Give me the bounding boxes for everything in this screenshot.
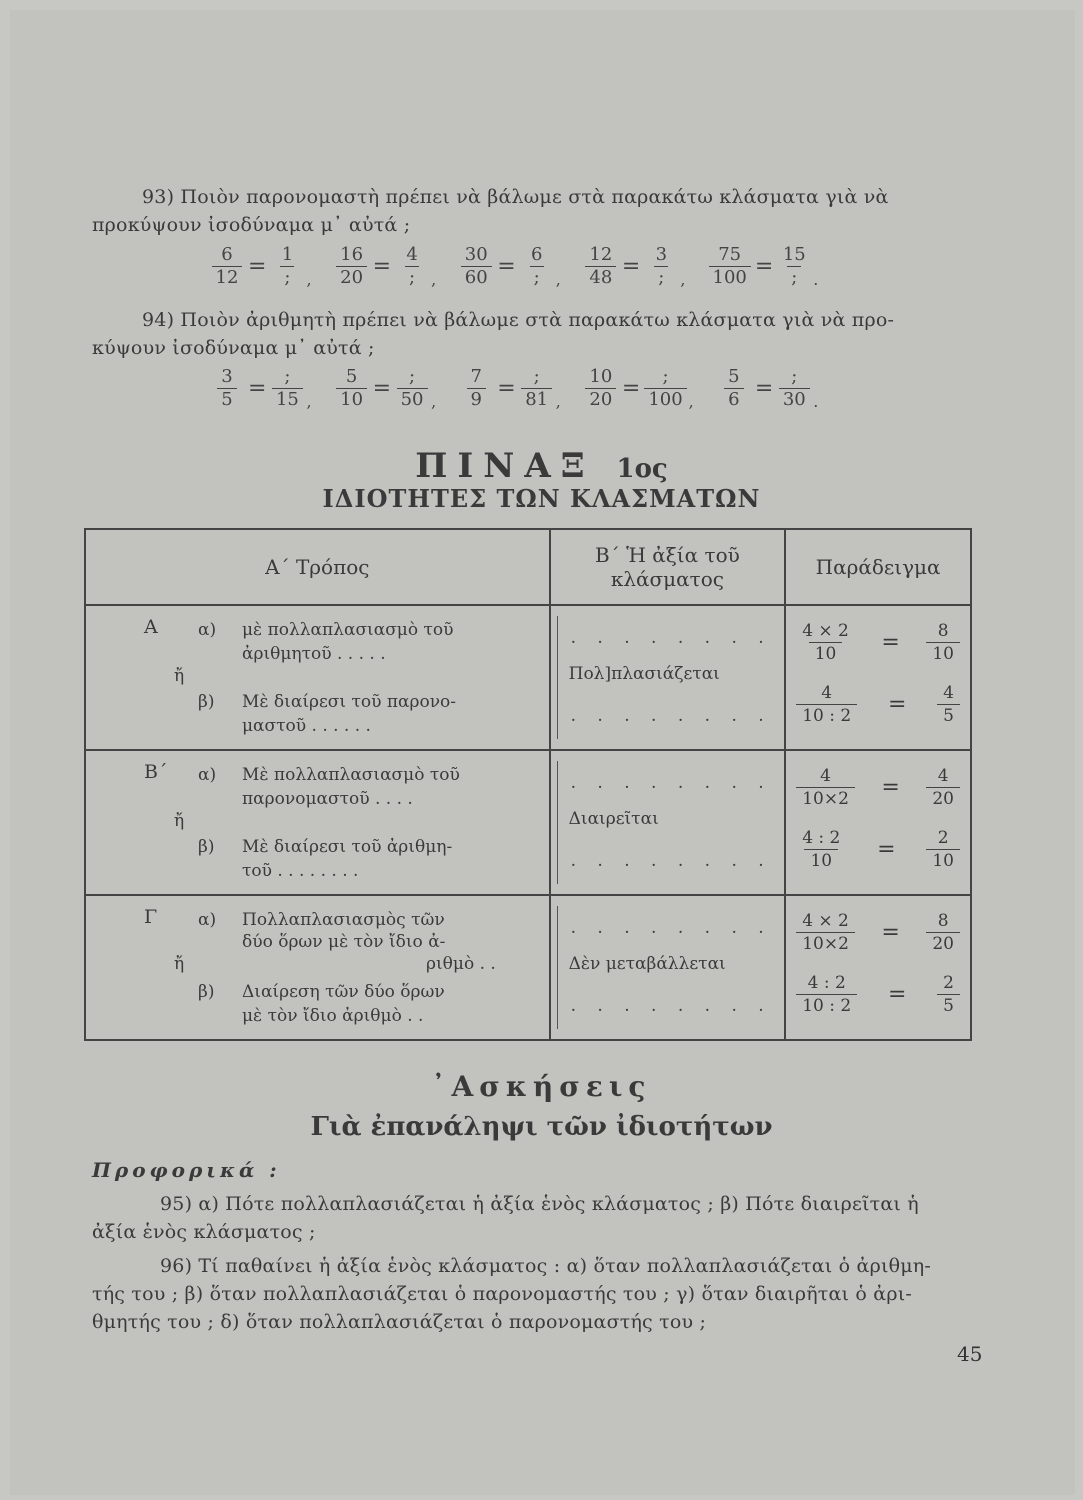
value-text: Διαιρεῖται — [568, 809, 659, 829]
fraction: $\frac{3}{5}$ — [210, 366, 244, 411]
example-equation: $\frac{4 \times 2}{10}$ = $\frac{8}{10}$ — [786, 620, 970, 665]
ex94-line1: 94) Ποιὸν ἀριθμητὴ πρέπει νὰ βάλωμε στὰ παρακάτω κλάσματα γιὰ νὰ προ- — [142, 309, 895, 331]
option-label: β) — [198, 982, 215, 1002]
method-cell — [85, 895, 550, 1040]
method-text: Πολλαπλασιασμὸς τῶν — [242, 910, 445, 930]
fraction: $\frac{5}{10}$ — [335, 366, 369, 411]
example-cell — [785, 605, 971, 750]
dots: . . . . . . . . — [570, 706, 772, 726]
method-text: τοῦ . . . . . . . . — [242, 861, 359, 881]
ex93-line2: προκύψουν ἰσοδύναμα μ᾽ αὐτά ; — [92, 214, 411, 236]
dots: . . . . . . . . — [570, 918, 772, 938]
table-row — [85, 605, 971, 750]
value-cell — [550, 605, 786, 750]
option-label: α) — [198, 620, 217, 640]
fraction: $\frac{;}{30}$ — [777, 366, 811, 411]
or-label: ἤ — [174, 666, 185, 686]
or-label: ἤ — [174, 811, 185, 831]
fraction: $\frac{3}{;}$ — [655, 244, 668, 288]
method-text: Μὲ πολλαπλασιασμὸ τοῦ — [242, 765, 460, 785]
fraction: $\frac{6}{;}$ — [530, 244, 543, 288]
dots: . . . . . . . . — [570, 996, 772, 1016]
option-label: β) — [198, 692, 215, 712]
properties-table — [84, 528, 972, 1041]
page-number: 45 — [957, 1342, 983, 1366]
method-text: Μὲ διαίρεσι τοῦ ἀριθμη- — [242, 837, 453, 857]
section-subtitle: Γιὰ ἐπανάληψι τῶν ἰδιοτήτων — [310, 1112, 773, 1142]
fraction: $\frac{16}{20}$ — [335, 244, 369, 289]
table-title-ordinal: 1ος — [616, 454, 668, 484]
ex93-line1: 93) Ποιὸν παρονομαστὴ πρέπει νὰ βάλωμε στὰ παρακάτω κλάσματα γιὰ νὰ — [142, 186, 889, 208]
example-equation: $\frac{4}{10 : 2}$ = $\frac{4}{5}$ — [786, 682, 970, 727]
ex96-line1: 96) Τί παθαίνει ἡ ἀξία ἑνὸς κλάσματος : α) ὅταν πολλαπλασιάζεται ὁ ἀριθμη- — [160, 1255, 931, 1277]
method-cell — [85, 605, 550, 750]
example-equation: $\frac{4}{10\times 2}$ = $\frac{4}{20}$ — [786, 765, 970, 810]
fraction: $\frac{4}{;}$ — [406, 244, 418, 288]
fraction: $\frac{1}{;}$ — [281, 244, 294, 288]
ex95-line1: 95) α) Πότε πολλαπλασιάζεται ἡ ἀξία ἑνὸς κλάσματος ; β) Πότε διαιρεῖται ἡ — [160, 1193, 919, 1215]
fraction: $\frac{15}{;}$ — [782, 244, 806, 288]
row-letter: Α — [144, 616, 158, 638]
ex96-line3: θμητής του ; δ) ὅταν πολλαπλασιάζεται ὁ παρονομαστής του ; — [92, 1311, 707, 1333]
method-text: παρονομαστοῦ . . . . — [242, 789, 413, 809]
table-subtitle: ΙΔΙΟΤΗΤΕΣ ΤΩΝ ΚΛΑΣΜΑΤΩΝ — [322, 484, 761, 513]
or-label: ἤ — [174, 954, 185, 974]
value-text: Πολ]πλασιάζεται — [568, 664, 720, 684]
example-cell — [785, 750, 971, 895]
option-label: α) — [198, 910, 217, 930]
option-label: α) — [198, 765, 217, 785]
ex95-line2: ἀξία ἑνὸς κλάσματος ; — [92, 1221, 316, 1243]
fraction: $\frac{;}{15}$ — [270, 366, 304, 411]
method-text: ριθμὸ . . — [426, 954, 496, 974]
ex93-fractions: $\frac{6}{12}$ = $\frac{1}{;}$ , $\frac{16}{20}$ = $\frac{4}{;}$ , $\frac{30}{60}$ = $\frac{6}{;}$ , $\frac{12}{48}$ = $\frac{3}{;}$ , $\frac{75}{100}$ = $\frac{15}{;}$ . — [210, 244, 836, 289]
row-letter: Γ — [144, 906, 158, 928]
method-text: Διαίρεση τῶν δύο ὅρων — [242, 982, 445, 1002]
example-cell — [785, 895, 971, 1040]
value-cell — [550, 895, 786, 1040]
fraction: $\frac{30}{60}$ — [459, 244, 493, 289]
brace — [557, 616, 564, 739]
brace — [557, 906, 564, 1029]
fraction: $\frac{;}{81}$ — [520, 366, 554, 411]
fraction: $\frac{;}{100}$ — [644, 366, 686, 411]
section-title: ᾿Ασκήσεις — [431, 1070, 652, 1103]
ex96-line2: τής του ; β) ὅταν πολλαπλασιάζεται ὁ παρονομαστής του ; γ) ὅταν διαιρῆται ὁ ἀρι- — [92, 1283, 912, 1305]
table-header-row — [85, 529, 971, 605]
method-text: δύο ὅρων μὲ τὸν ἴδιο ἀ- — [242, 932, 446, 952]
method-cell — [85, 750, 550, 895]
method-text: Μὲ διαίρεσι τοῦ παρονο- — [242, 692, 457, 712]
dots: . . . . . . . . — [570, 773, 772, 793]
oral-label: Προφορικά : — [92, 1158, 281, 1182]
method-text: μαστοῦ . . . . . . — [242, 716, 371, 736]
header-method: Α΄ Τρόπος — [85, 529, 550, 605]
method-text: μὲ πολλαπλασιασμὸ τοῦ — [242, 620, 454, 640]
value-text: Δὲν μεταβάλλεται — [568, 954, 726, 974]
option-label: β) — [198, 837, 215, 857]
fraction: $\frac{12}{48}$ — [584, 244, 618, 289]
ex94-line2: κύψουν ἰσοδύναμα μ᾽ αὐτά ; — [92, 337, 375, 359]
method-text: μὲ τὸν ἴδιο ἀριθμὸ . . — [242, 1006, 424, 1026]
table-title: ΠΙΝΑΞ 1ος — [415, 446, 668, 486]
method-text: ἀριθμητοῦ . . . . . — [242, 644, 386, 664]
example-equation: $\frac{4 : 2}{10}$ = $\frac{2}{10}$ — [786, 827, 970, 872]
fraction: $\frac{75}{100}$ — [709, 244, 751, 289]
example-equation: $\frac{4 : 2}{10 : 2}$ = $\frac{2}{5}$ — [786, 972, 970, 1017]
fraction: $\frac{;}{50}$ — [395, 366, 429, 411]
fraction: $\frac{7}{9}$ — [459, 366, 493, 411]
dots: . . . . . . . . — [570, 628, 772, 648]
example-equation: $\frac{4 \times 2}{10\times 2}$ = $\frac{8}{20}$ — [786, 910, 970, 955]
ex94-fractions: $\frac{3}{5}$ = $\frac{;}{15}$ , $\frac{5}{10}$ = $\frac{;}{50}$ , $\frac{7}{9}$ = $\frac{;}{81}$ , $\frac{10}{20}$ = $\frac{;}{100}$ , $\frac{5}{6}$ = $\frac{;}{30}$ . — [210, 366, 836, 411]
fraction: $\frac{10}{20}$ — [584, 366, 618, 411]
fraction: $\frac{6}{12}$ — [210, 244, 244, 289]
table-row — [85, 895, 971, 1040]
fraction: $\frac{5}{6}$ — [717, 366, 751, 411]
value-cell — [550, 750, 786, 895]
table-row — [85, 750, 971, 895]
header-example: Παράδειγμα — [785, 529, 971, 605]
brace — [557, 761, 564, 884]
dots: . . . . . . . . — [570, 851, 772, 871]
header-value: Β΄ Ἡ ἀξία τοῦ κλάσματος — [550, 529, 786, 605]
row-letter: Β΄ — [144, 761, 168, 783]
